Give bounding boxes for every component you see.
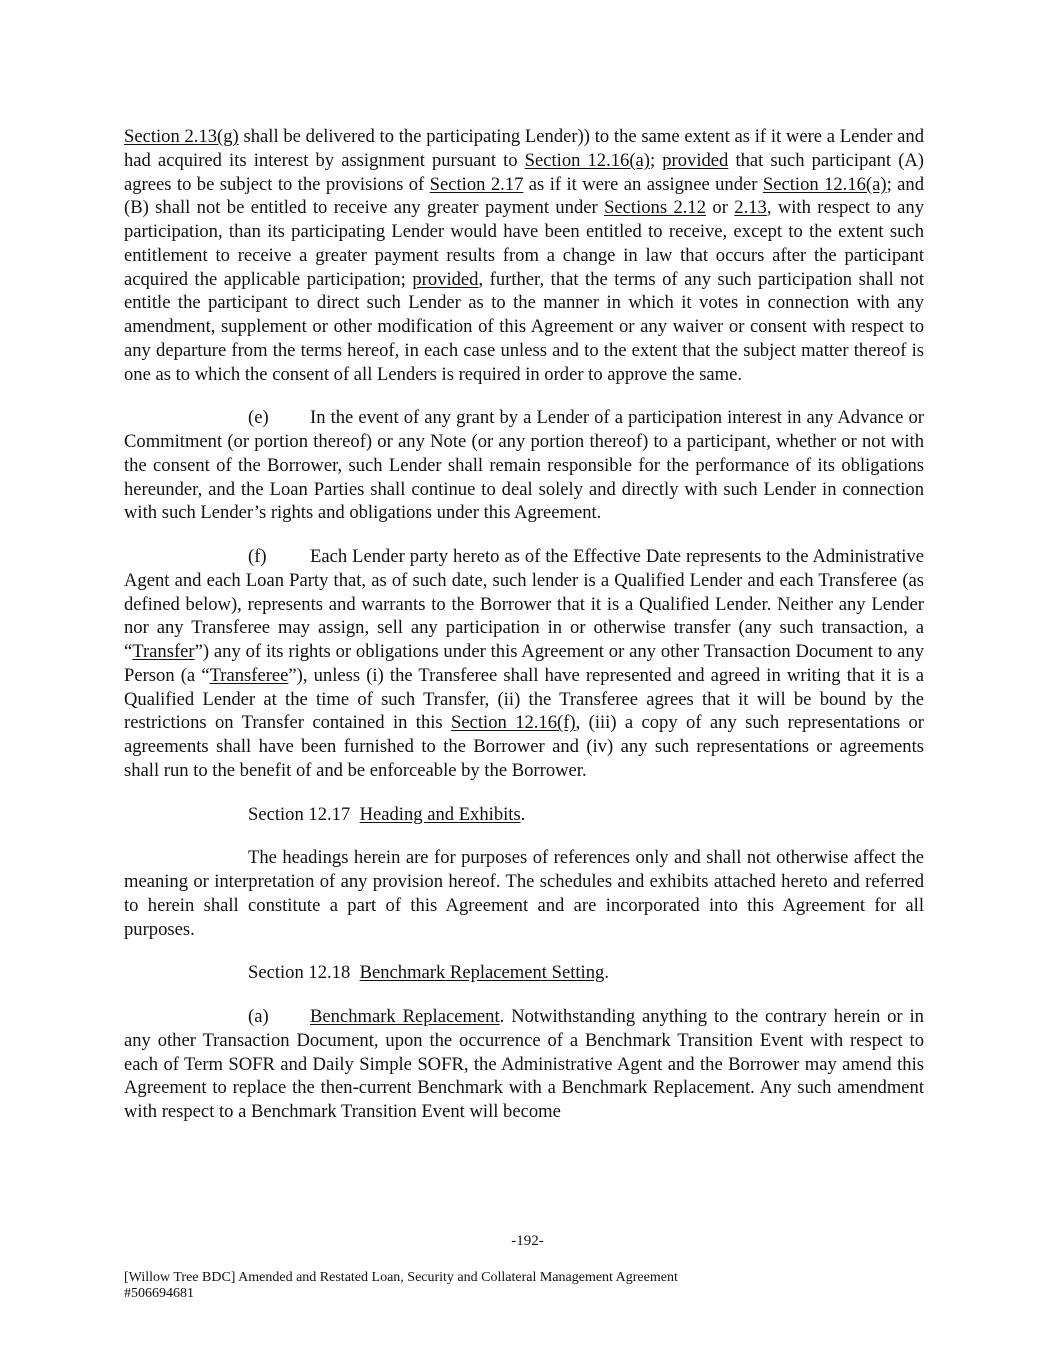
section-reference: Section 2.17	[429, 173, 524, 195]
defined-term-transfer: Transfer	[132, 641, 195, 662]
section-12-17-text: The headings herein are for purposes of references only and shall not otherwise affect the meaning or interpretation of any provision hereof. The schedules and exhibits attached hereto and referred to herein shall constitute a part of this Agreement and are incorporated into this Agreement for all purposes.	[124, 847, 924, 940]
section-reference: 2.13	[734, 197, 767, 219]
section-number: Section 12.18	[248, 962, 351, 984]
section-title: Benchmark Replacement Setting	[359, 962, 605, 984]
paragraph-label: (f)	[248, 546, 267, 567]
document-footer	[124, 1270, 678, 1302]
provided-term: provided	[662, 149, 729, 171]
paragraph-f: (f) Each Lender party hereto as of the Effective Date represents to the Administrative Agent and each Loan Party that, as of such date, such lender is a Qualified Lender and each Transferee (as defined below), represents and warrants to the Borrower that it is a Qualified Lender. Neither any Lender nor any Transferee may assign, sell any participation in or otherwise transfer (any such transaction, a “Transfer”) any of its rights or obligations under this Agreement or any other Transaction Document to any Person (a “Transferee”), unless (i) the Transferee shall have represented and agreed in writing that it is a Qualified Lender at the time of such Transfer, (ii) the Transferee agrees that it will be bound by the restrictions on Transfer contained in this Section 12.16(f), (iii) a copy of any such representations or agreements shall have been furnished to the Borrower and (iv) any such representations or agreements shall run to the benefit of and be enforceable by the Borrower.	[124, 546, 924, 781]
section-12-18-paragraph-a: (a) Benchmark Replacement. Notwithstanding anything to the contrary herein or in any other Transaction Document, upon the occurrence of a Benchmark Transition Event with respect to each of Term SOFR and Daily Simple SOFR, the Administrative Agent and the Borrower may amend this Agreement to replace the then-current Benchmark with a Benchmark Replacement. Any such amendment with respect to a Benchmark Transition Event will become	[124, 1006, 924, 1122]
provided-term: provided	[412, 268, 479, 290]
section-reference: Section 2.13(g)	[124, 126, 239, 147]
page-number: -192-	[511, 1233, 544, 1249]
section-number: Section 12.17	[248, 803, 351, 825]
defined-term-transferee: Transferee	[209, 664, 289, 686]
footer-doc-id: #506694681	[124, 1286, 194, 1301]
section-reference: Section 12.16(a)	[524, 149, 650, 171]
section-reference: Section 12.16(f)	[451, 712, 576, 734]
paragraph-label: (a)	[248, 1006, 269, 1027]
paragraph-e: (e) In the event of any grant by a Lender of a participation interest in any Advance or Commitment (or portion thereof) or any Note (or any portion thereof) to a participant, whether or not with the consent of the Borrower, such Lender shall remain responsible for the performance of its obligations hereunder, and the Loan Parties shall continue to deal solely and directly with such Lender in connection with such Lender’s rights and obligations under this Agreement.	[124, 407, 924, 524]
paragraph-d-continuation: Section 2.13(g) shall be delivered to the participating Lender)) to the same extent as if it were a Lender and had acquired its interest by assignment pursuant to Section 12.16(a); provided that such participant (A) agrees to be subject to the provisions of Section 2.17 as if it were an assignee under Section 12.16(a); and (B) shall not be entitled to receive any greater payment under Sections 2.12 or 2.13, with respect to any participation, than its participating Lender would have been entitled to receive, except to the extent such entitlement to receive a greater payment results from a change in law that occurs after the participant acquired the applicable participation; provided, further, that the terms of any such participation shall not entitle the participant to direct such Lender as to the manner in which it votes in connection with any amendment, supplement or other modification of this Agreement or any waiver or consent with respect to any departure from the terms hereof, in each case unless and to the extent that the subject matter thereof is one as to which the consent of all Lenders is required in order to approve the same.	[124, 126, 925, 385]
paragraph-title: Benchmark Replacement	[310, 1006, 500, 1027]
section-title: Heading and Exhibits	[359, 803, 521, 825]
section-12-17-heading: Section 12.17 Heading and Exhibits.	[248, 803, 526, 825]
paragraph-label: (e)	[248, 407, 269, 429]
footer-title: [Willow Tree BDC] Amended and Restated Loan, Security and Collateral Management Agreement	[124, 1270, 678, 1285]
section-reference: Sections 2.12	[604, 197, 707, 219]
section-reference: Section 12.16(a)	[762, 173, 887, 195]
section-12-18-heading: Section 12.18 Benchmark Replacement Setting.	[248, 962, 609, 984]
document-body	[124, 125, 924, 1144]
